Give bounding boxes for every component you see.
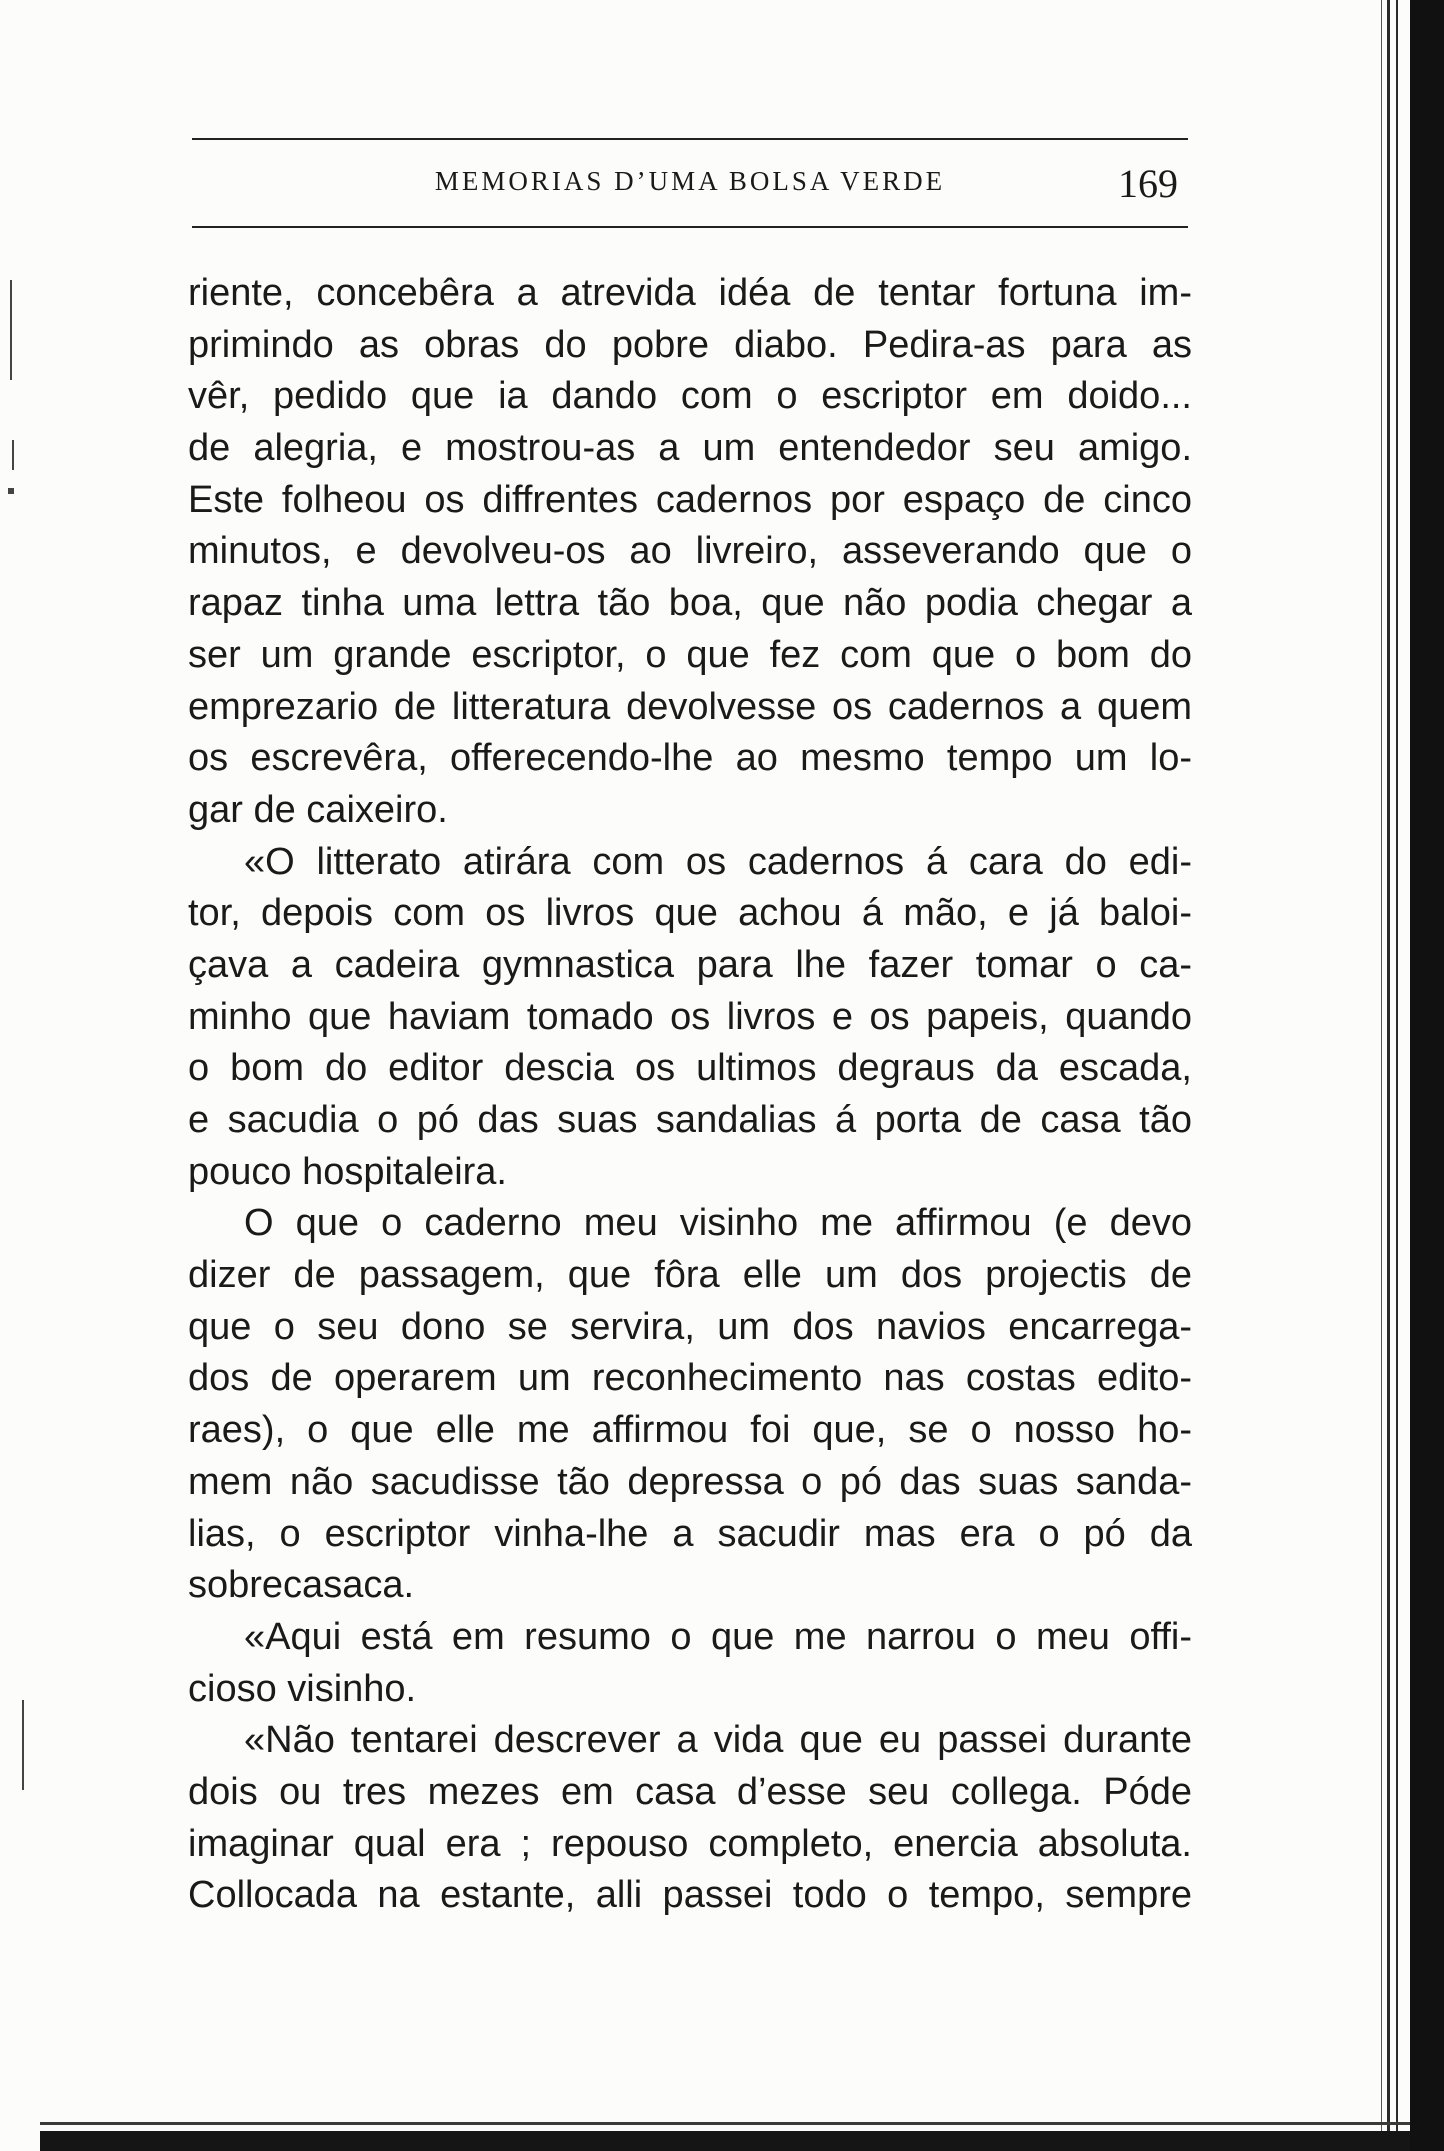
text-line: O que o caderno meu visinho me affirmou (e devo <box>244 1202 1192 1245</box>
running-head <box>192 160 1188 210</box>
text-line: tor, depois com os livros que achou á mão, e já baloi- <box>188 892 1192 935</box>
text-line: «Aqui está em resumo o que me narrou o meu offi- <box>244 1615 1192 1658</box>
text-line: imaginar qual era ; repouso completo, enercia absoluta. <box>188 1822 1192 1865</box>
scan-artifact <box>10 280 12 380</box>
scan-artifact <box>22 1700 24 1790</box>
scan-artifact <box>8 488 14 494</box>
text-line: pouco hospitaleira. <box>188 1150 507 1193</box>
text-line: primindo as obras do pobre diabo. Pedira-as para as <box>188 323 1192 366</box>
text-line: minutos, e devolveu-os ao livreiro, asseverando que o <box>188 530 1192 573</box>
text-line: dos de operarem um reconhecimento nas costas edito- <box>188 1357 1192 1400</box>
text-line: que o seu dono se servira, um dos navios encarrega- <box>188 1305 1192 1348</box>
page-bottom-edge <box>40 2131 1410 2151</box>
text-line: de alegria, e mostrou-as a um entendedor seu amigo. <box>188 427 1192 470</box>
text-line: «Não tentarei descrever a vida que eu passei durante <box>244 1719 1192 1762</box>
text-line: «O litterato atirára com os cadernos á cara do edi- <box>244 840 1192 883</box>
header-rule-bottom <box>192 226 1188 228</box>
text-line: ser um grande escriptor, o que fez com que o bom do <box>188 633 1192 676</box>
text-line: o bom do editor descia os ultimos degraus da escada, <box>188 1047 1192 1090</box>
header-rule-top <box>192 138 1188 140</box>
running-title: MEMORIAS D’UMA BOLSA VERDE <box>434 166 946 196</box>
text-line: mem não sacudisse tão depressa o pó das suas sanda- <box>188 1460 1192 1503</box>
body-text <box>188 268 1192 1922</box>
binding-shadow-line <box>1381 0 1382 2151</box>
text-line: cioso visinho. <box>188 1667 417 1710</box>
text-line: vêr, pedido que ia dando com o escriptor em doido... <box>188 375 1192 418</box>
text-line: Collocada na estante, alli passei todo o tempo, sempre <box>188 1874 1192 1917</box>
text-line: e sacudia o pó das suas sandalias á porta de casa tão <box>188 1099 1192 1141</box>
binding-shadow-line <box>1387 0 1390 2151</box>
text-line: gar de caixeiro. <box>188 788 448 831</box>
text-line: dois ou tres mezes em casa d’esse seu collega. Póde <box>188 1770 1192 1813</box>
binding-shadow-line <box>1396 0 1398 2151</box>
text-line: rapaz tinha uma lettra tão boa, que não podia chegar a <box>188 582 1192 625</box>
text-line: çava a cadeira gymnastica para lhe fazer tomar o ca- <box>188 943 1192 986</box>
text-line: minho que haviam tomado os livros e os papeis, quando <box>188 995 1192 1038</box>
text-line: raes), o que elle me affirmou foi que, se o nosso ho- <box>188 1409 1192 1452</box>
text-line: riente, concebêra a atrevida idéa de tentar fortuna im- <box>188 272 1192 314</box>
text-line: Este folheou os diffrentes cadernos por espaço de cinco <box>188 478 1192 521</box>
text-line: sobrecasaca. <box>188 1564 415 1607</box>
page-bottom-shadow <box>40 2122 1410 2125</box>
text-line: dizer de passagem, que fôra elle um dos projectis de <box>188 1254 1192 1297</box>
book-binding-edge <box>1410 0 1444 2151</box>
text-line: lias, o escriptor vinha-lhe a sacudir mas era o pó da <box>188 1512 1192 1555</box>
text-line: os escrevêra, offerecendo-lhe ao mesmo tempo um lo- <box>188 737 1192 780</box>
text-line: emprezario de litteratura devolvesse os cadernos a quem <box>188 685 1192 728</box>
scan-artifact <box>12 440 14 470</box>
page-number: 169 <box>1118 161 1178 206</box>
